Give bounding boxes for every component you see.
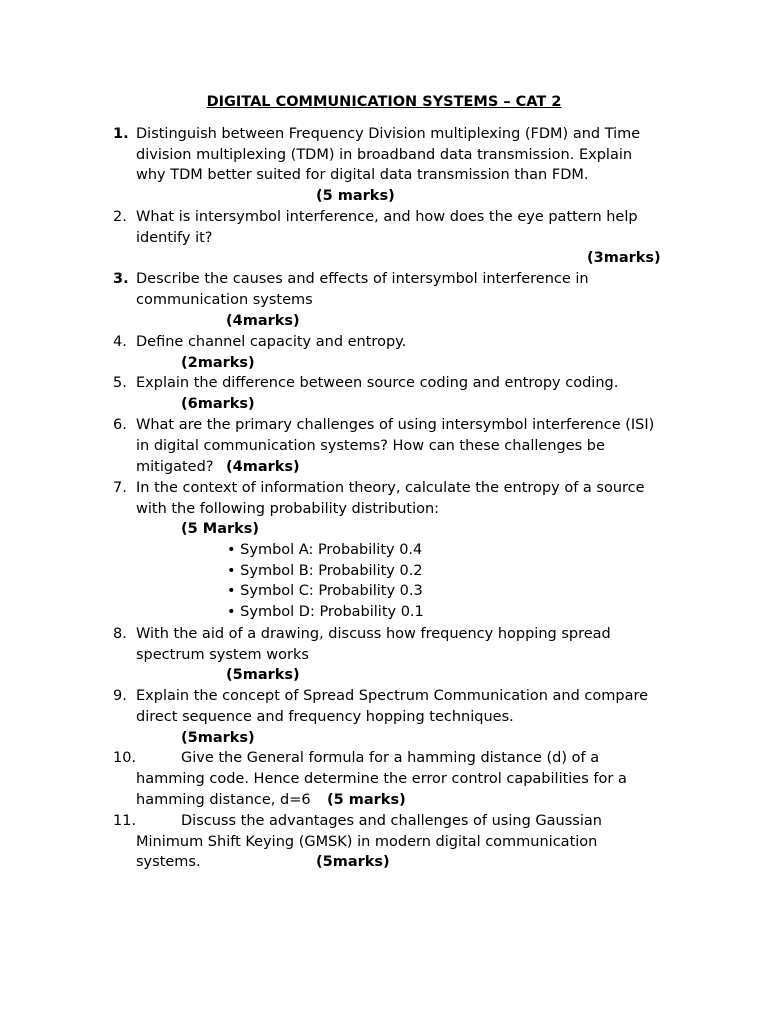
question-number: 10.	[113, 750, 137, 766]
question-text-line: Give the General formula for a hamming distance (d) of a	[181, 750, 600, 766]
question-text-line: What is intersymbol interference, and how does the eye pattern help	[136, 209, 638, 225]
page-title: DIGITAL COMMUNICATION SYSTEMS – CAT 2	[206, 94, 562, 110]
question-number: 4.	[113, 334, 127, 350]
question-number: 11.	[113, 813, 137, 829]
question-number: 7.	[113, 480, 127, 496]
bullet-item: • Symbol A: Probability 0.4	[227, 542, 423, 558]
question-text-line: mitigated?	[136, 459, 214, 475]
question-text-line: with the following probability distribution:	[136, 501, 440, 517]
question-marks: (6marks)	[181, 396, 255, 412]
question-marks: (3marks)	[587, 250, 661, 266]
question-marks: (5marks)	[181, 730, 255, 746]
question-text-line: why TDM better suited for digital data transmission than FDM.	[136, 167, 589, 183]
question-text-line: identify it?	[136, 230, 213, 246]
question-text-line: Describe the causes and effects of intersymbol interference in	[136, 271, 589, 287]
question-number: 3.	[113, 271, 129, 287]
bullet-item: • Symbol B: Probability 0.2	[227, 563, 423, 579]
question-text-line: hamming code. Hence determine the error control capabilities for a	[136, 771, 627, 787]
question-text-line: Distinguish between Frequency Division multiplexing (FDM) and Time	[136, 126, 641, 142]
question-text-line: communication systems	[136, 292, 313, 308]
question-text-line: Define channel capacity and entropy.	[136, 334, 407, 350]
question-text-line: spectrum system works	[136, 647, 309, 663]
question-marks: (4marks)	[226, 313, 300, 329]
bullet-item: • Symbol C: Probability 0.3	[227, 583, 423, 599]
question-text-line: With the aid of a drawing, discuss how frequency hopping spread	[136, 626, 611, 642]
question-text-line: What are the primary challenges of using intersymbol interference (ISI)	[136, 417, 655, 433]
question-number: 6.	[113, 417, 127, 433]
question-text-line: systems.	[136, 854, 201, 870]
question-marks: (5 Marks)	[181, 521, 260, 537]
question-text-line: in digital communication systems? How can these challenges be	[136, 438, 605, 454]
question-marks: (5 marks)	[327, 792, 406, 808]
question-text-line: direct sequence and frequency hopping techniques.	[136, 709, 514, 725]
question-text-line: Minimum Shift Keying (GMSK) in modern digital communication	[136, 834, 598, 850]
question-text-line: hamming distance, d=6	[136, 792, 311, 808]
question-text-line: Explain the concept of Spread Spectrum Communication and compare	[136, 688, 649, 704]
question-number: 5.	[113, 375, 127, 391]
question-number: 1.	[113, 126, 129, 142]
question-marks: (4marks)	[226, 459, 300, 475]
question-marks: (5 marks)	[316, 188, 395, 204]
question-marks: (5marks)	[316, 854, 390, 870]
question-text-line: In the context of information theory, calculate the entropy of a source	[136, 480, 645, 496]
question-text-line: division multiplexing (TDM) in broadband data transmission. Explain	[136, 147, 633, 163]
bullet-item: • Symbol D: Probability 0.1	[227, 604, 424, 620]
question-marks: (5marks)	[226, 667, 300, 683]
question-text-line: Discuss the advantages and challenges of using Gaussian	[181, 813, 602, 829]
question-number: 8.	[113, 626, 127, 642]
question-number: 2.	[113, 209, 127, 225]
question-marks: (2marks)	[181, 355, 255, 371]
question-text-line: Explain the difference between source coding and entropy coding.	[136, 375, 619, 391]
question-number: 9.	[113, 688, 127, 704]
